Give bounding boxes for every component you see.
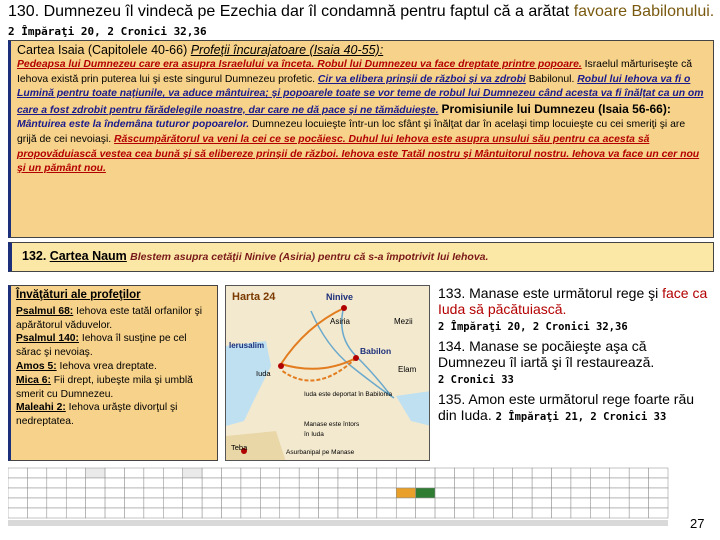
timeline-cell: [590, 478, 609, 488]
timeline-cell: [319, 468, 338, 478]
timeline-cell: [86, 508, 105, 518]
timeline-cell: [513, 468, 532, 478]
timeline-cell: [183, 468, 202, 478]
prophet-item: Psalmul 140: Iehova îl susţine pe cel sărac şi nevoiaş.: [16, 333, 187, 359]
timeline-cell: [513, 488, 532, 498]
timeline-cell: [124, 478, 143, 488]
timeline-cell: [280, 498, 299, 508]
timeline-cell: [454, 468, 473, 478]
timeline-cell: [27, 478, 46, 488]
timeline-cell: [86, 498, 105, 508]
nahum-number: 132.: [22, 249, 47, 263]
timeline-cell: [163, 488, 182, 498]
timeline-cell: [144, 478, 163, 488]
timeline-cell: [222, 488, 241, 498]
timeline-cell: [532, 498, 551, 508]
map-label-iuda: Iuda: [256, 369, 271, 378]
timeline-cell: [590, 498, 609, 508]
prophet-item: Amos 5: Iehova vrea dreptate.: [16, 360, 157, 372]
timeline-cell: [27, 488, 46, 498]
timeline-cell: [299, 478, 318, 488]
timeline-cell: [27, 498, 46, 508]
isaiah-heading: [17, 43, 707, 58]
timeline-cell: [47, 488, 66, 498]
timeline-cell: [357, 508, 376, 518]
map-figure: [225, 285, 430, 461]
timeline-cell: [474, 498, 493, 508]
timeline-cell: [299, 488, 318, 498]
timeline-cell: [416, 508, 435, 518]
title-main: 130. Dumnezeu îl vindecă pe Ezechia dar îl condamnă pentru faptul că a arătat: [8, 3, 574, 20]
timeline-cell: [280, 468, 299, 478]
timeline-cell: [47, 468, 66, 478]
timeline-cell: [299, 508, 318, 518]
timeline-cell: [8, 468, 27, 478]
timeline-cell: [163, 498, 182, 508]
timeline-cell: [338, 498, 357, 508]
timeline-cell: [532, 508, 551, 518]
timeline-cell: [416, 488, 435, 498]
timeline-cell: [552, 468, 571, 478]
timeline-cell: [357, 468, 376, 478]
prophets-box: [8, 285, 218, 461]
timeline-cell: [222, 478, 241, 488]
map-dot-ierusalim: [278, 363, 284, 369]
timeline-cell: [319, 508, 338, 518]
timeline-cell: [338, 478, 357, 488]
timeline-cell: [319, 498, 338, 508]
timeline-strip: [8, 466, 714, 536]
timeline-cell: [454, 478, 473, 488]
timeline-cell: [552, 478, 571, 488]
timeline-cell: [105, 508, 124, 518]
map-label-ninive: Ninive: [326, 292, 354, 302]
timeline-cell: [47, 498, 66, 508]
timeline-cell: [47, 508, 66, 518]
item-133: 133. Manase este următorul rege şi face ca Iuda să păcătuiască. 2 Împăraţi 20, 2 Cronici 32,36: [438, 285, 708, 333]
map-svg: [226, 286, 430, 461]
timeline-cell: [474, 468, 493, 478]
timeline-cell: [590, 468, 609, 478]
timeline-cell: [357, 498, 376, 508]
timeline-cell: [144, 508, 163, 518]
isaiah-box: [8, 40, 714, 238]
timeline-cell: [163, 478, 182, 488]
timeline-cell: [571, 498, 590, 508]
timeline-cell: [280, 478, 299, 488]
timeline-cell: [610, 498, 629, 508]
timeline-cell: [454, 488, 473, 498]
nahum-book: Cartea Naum: [49, 249, 127, 263]
timeline-cell: [416, 478, 435, 488]
timeline-cell: [610, 508, 629, 518]
timeline-cell: [66, 488, 85, 498]
timeline-cell: [493, 498, 512, 508]
timeline-cell: [552, 508, 571, 518]
timeline-cell: [299, 498, 318, 508]
timeline-cell: [532, 478, 551, 488]
timeline-cell: [319, 488, 338, 498]
isaiah-body: [17, 58, 707, 177]
timeline-cell: [241, 468, 260, 478]
timeline-cell: [338, 508, 357, 518]
timeline-cell: [493, 508, 512, 518]
timeline-cell: [396, 478, 415, 488]
timeline-cell: [66, 498, 85, 508]
timeline-cell: [66, 468, 85, 478]
timeline-cell: [629, 468, 648, 478]
timeline-cell: [474, 508, 493, 518]
timeline-cell: [610, 468, 629, 478]
timeline-cell: [124, 498, 143, 508]
nahum-description: Blestem asupra cetăţii Ninive (Asiria) pentru că s-a împotrivit lui Iehova.: [130, 251, 489, 263]
timeline-cell: [571, 508, 590, 518]
timeline-cell: [222, 508, 241, 518]
timeline-cell: [590, 508, 609, 518]
map-dot-ninive: [341, 305, 347, 311]
isaiah-s1-intro: Pedeapsa lui Dumnezeu care era asupra Israelului va înceta. Robul lui Dumnezeu va face dreptate printre popoare.: [17, 59, 582, 70]
isaiah-section1: Profeţii încurajatoare (Isaia 40-55):: [190, 43, 384, 57]
isaiah-babylon: Babilonul.: [528, 73, 575, 85]
timeline-band: [8, 520, 668, 526]
timeline-cell: [260, 488, 279, 498]
item-134-ref: 2 Cronici 33: [438, 374, 514, 386]
timeline-cell: [8, 488, 27, 498]
isaiah-s2-text3: Răscumpărătorul va veni la cei ce se pocăiesc. Duhul lui Iehova este asupra unsului său pentru ca acesta să propovăduiască vestea cea bună şi să elibereze prinşii de război. Iehova este Tatăl nostru şi Mântuitorul nostru. Iehova va face un cer nou şi un pământ nou.: [17, 133, 700, 175]
timeline-cell: [493, 488, 512, 498]
map-label-asiria: Asiria: [330, 317, 351, 326]
item-135-ref: 2 Împăraţi 21, 2 Cronici 33: [495, 411, 667, 423]
title-accent: favoare Babilonului.: [573, 3, 715, 20]
prophet-item: Psalmul 68: Iehova este tatăl orfanilor şi apărătorul văduvelor.: [16, 305, 203, 331]
timeline-cell: [241, 488, 260, 498]
timeline-cell: [8, 478, 27, 488]
timeline-cell: [66, 508, 85, 518]
timeline-cell: [144, 498, 163, 508]
timeline-cell: [571, 478, 590, 488]
isaiah-section2: Promisiunile lui Dumnezeu (Isaia 56-66):: [441, 101, 671, 116]
timeline-cell: [222, 468, 241, 478]
timeline-cell: [183, 478, 202, 488]
timeline-cell: [8, 508, 27, 518]
item-133-ref: 2 Împăraţi 20, 2 Cronici 32,36: [438, 321, 628, 333]
page-title: [8, 2, 716, 41]
isaiah-s2-text2: Dumnezeu locuieşte într-un loc sfânt şi înălţat dar în acelaşi timp locuieşte cu cei smeriţi şi are grijă de cei nevoiaşi.: [17, 119, 686, 145]
timeline-cell: [202, 508, 221, 518]
map-note-1: Iuda este deportat în Babilonia: [304, 391, 393, 398]
nahum-box: [8, 242, 714, 272]
timeline-cell: [124, 508, 143, 518]
timeline-cell: [377, 498, 396, 508]
timeline-cell: [552, 488, 571, 498]
timeline-cell: [280, 488, 299, 498]
prophet-item: Maleahi 2: Iehova urăşte divorţul şi nedreptatea.: [16, 402, 178, 428]
timeline-cell: [260, 508, 279, 518]
timeline-cell: [144, 488, 163, 498]
timeline-cell: [474, 488, 493, 498]
timeline-cell: [222, 498, 241, 508]
map-note-3: în Iuda: [304, 431, 324, 438]
timeline-cell: [202, 498, 221, 508]
timeline-cell: [124, 468, 143, 478]
timeline-cell: [493, 468, 512, 478]
map-label-mezii: Mezii: [394, 317, 413, 326]
timeline-cell: [377, 508, 396, 518]
timeline-cell: [124, 488, 143, 498]
kings-column: [438, 285, 716, 428]
timeline-cell: [357, 488, 376, 498]
timeline-cell: [27, 508, 46, 518]
timeline-cell: [629, 488, 648, 498]
timeline-cell: [435, 468, 454, 478]
timeline-svg: [8, 466, 714, 536]
page-number: 27: [690, 516, 705, 531]
timeline-cell: [629, 478, 648, 488]
timeline-cell: [590, 488, 609, 498]
timeline-cell: [260, 478, 279, 488]
isaiah-s1-text2: Cir va elibera prinşii de război şi va zdrobi: [317, 73, 526, 85]
timeline-cell: [454, 498, 473, 508]
timeline-cell: [105, 488, 124, 498]
item-135: 135. Amon este următorul rege foarte rău din Iuda. 2 Împăraţi 21, 2 Cronici 33: [438, 391, 695, 423]
timeline-cell: [532, 488, 551, 498]
prophets-heading: Învăţături ale profeţilor: [16, 289, 141, 301]
timeline-cell: [47, 478, 66, 488]
timeline-cell: [513, 508, 532, 518]
timeline-cell: [86, 478, 105, 488]
timeline-cell: [241, 478, 260, 488]
timeline-cell: [105, 498, 124, 508]
timeline-cell: [649, 498, 668, 508]
map-label-elam: Elam: [398, 365, 417, 374]
timeline-cell: [396, 498, 415, 508]
isaiah-s1-text: Israelul mărturiseşte că Iehova există prin puterea lui şi este singurul Dumnezeu profetic.: [17, 59, 693, 85]
title-reference: 2 Împăraţi 20, 2 Cronici 32,36: [8, 25, 207, 38]
timeline-cell: [144, 468, 163, 478]
timeline-cell: [396, 488, 415, 498]
map-note-2: Manase este întors: [304, 421, 360, 428]
timeline-cell: [474, 478, 493, 488]
timeline-cell: [435, 488, 454, 498]
map-note-4: Asurbanipal pe Manase: [286, 449, 355, 456]
timeline-cell: [86, 468, 105, 478]
timeline-cell: [377, 488, 396, 498]
timeline-cell: [8, 498, 27, 508]
timeline-cell: [105, 468, 124, 478]
timeline-cell: [260, 468, 279, 478]
timeline-cell: [202, 488, 221, 498]
timeline-cell: [319, 478, 338, 488]
timeline-cell: [513, 498, 532, 508]
timeline-cell: [338, 468, 357, 478]
timeline-cell: [649, 508, 668, 518]
timeline-cell: [416, 468, 435, 478]
timeline-cell: [435, 478, 454, 488]
map-label-babilon: Babilon: [360, 346, 392, 356]
timeline-cell: [416, 498, 435, 508]
isaiah-s2-text: Mântuirea este la îndemâna tuturor popoarelor.: [17, 119, 250, 131]
timeline-cell: [241, 498, 260, 508]
timeline-cell: [649, 478, 668, 488]
timeline-cell: [649, 488, 668, 498]
timeline-cell: [396, 468, 415, 478]
timeline-cell: [454, 508, 473, 518]
timeline-cell: [610, 478, 629, 488]
timeline-cell: [552, 498, 571, 508]
timeline-cell: [513, 478, 532, 488]
timeline-cell: [610, 488, 629, 498]
timeline-cell: [241, 508, 260, 518]
timeline-cell: [435, 508, 454, 518]
map-label-teba: Teba: [231, 443, 248, 452]
timeline-cell: [396, 508, 415, 518]
timeline-cell: [435, 498, 454, 508]
timeline-cell: [260, 498, 279, 508]
timeline-cell: [629, 498, 648, 508]
timeline-cell: [183, 488, 202, 498]
timeline-cell: [202, 478, 221, 488]
item-134: 134. Manase se pocăieşte aşa că Dumnezeu îl iartă şi îl restaurează. 2 Cronici 33: [438, 338, 655, 386]
prophet-item: Mica 6: Fii drept, iubeşte mila şi umblă smerit cu Dumnezeu.: [16, 374, 193, 400]
timeline-cell: [377, 468, 396, 478]
timeline-cell: [163, 508, 182, 518]
map-label-ierusalim: Ierusalim: [229, 341, 265, 350]
timeline-cell: [66, 478, 85, 488]
timeline-cell: [571, 488, 590, 498]
isaiah-book: Cartea Isaia (Capitolele 40-66): [17, 43, 188, 57]
timeline-cell: [493, 478, 512, 488]
timeline-cell: [299, 468, 318, 478]
map-dot-babilon: [353, 355, 359, 361]
timeline-cell: [629, 508, 648, 518]
timeline-cell: [532, 468, 551, 478]
timeline-cell: [338, 488, 357, 498]
timeline-cell: [202, 468, 221, 478]
timeline-cell: [280, 508, 299, 518]
timeline-cell: [86, 488, 105, 498]
timeline-cell: [183, 498, 202, 508]
timeline-cell: [105, 478, 124, 488]
timeline-cell: [649, 468, 668, 478]
timeline-cell: [27, 468, 46, 478]
timeline-cell: [357, 478, 376, 488]
timeline-cell: [571, 468, 590, 478]
map-title: Harta 24: [232, 291, 276, 303]
timeline-cell: [163, 468, 182, 478]
timeline-cell: [377, 478, 396, 488]
isaiah-s1-text3: Robul lui Iehova va fi o Lumină pentru toate naţiunile, va aduce mântuirea; şi popoarele toate se vor teme de robul lui Dumnezeu când acesta va fi înălţat ca un om care a fost zdrobit pentru fărădelegile noastre, dar care ne dă pace şi ne tămăduieşte.: [17, 73, 704, 116]
timeline-cell: [183, 508, 202, 518]
